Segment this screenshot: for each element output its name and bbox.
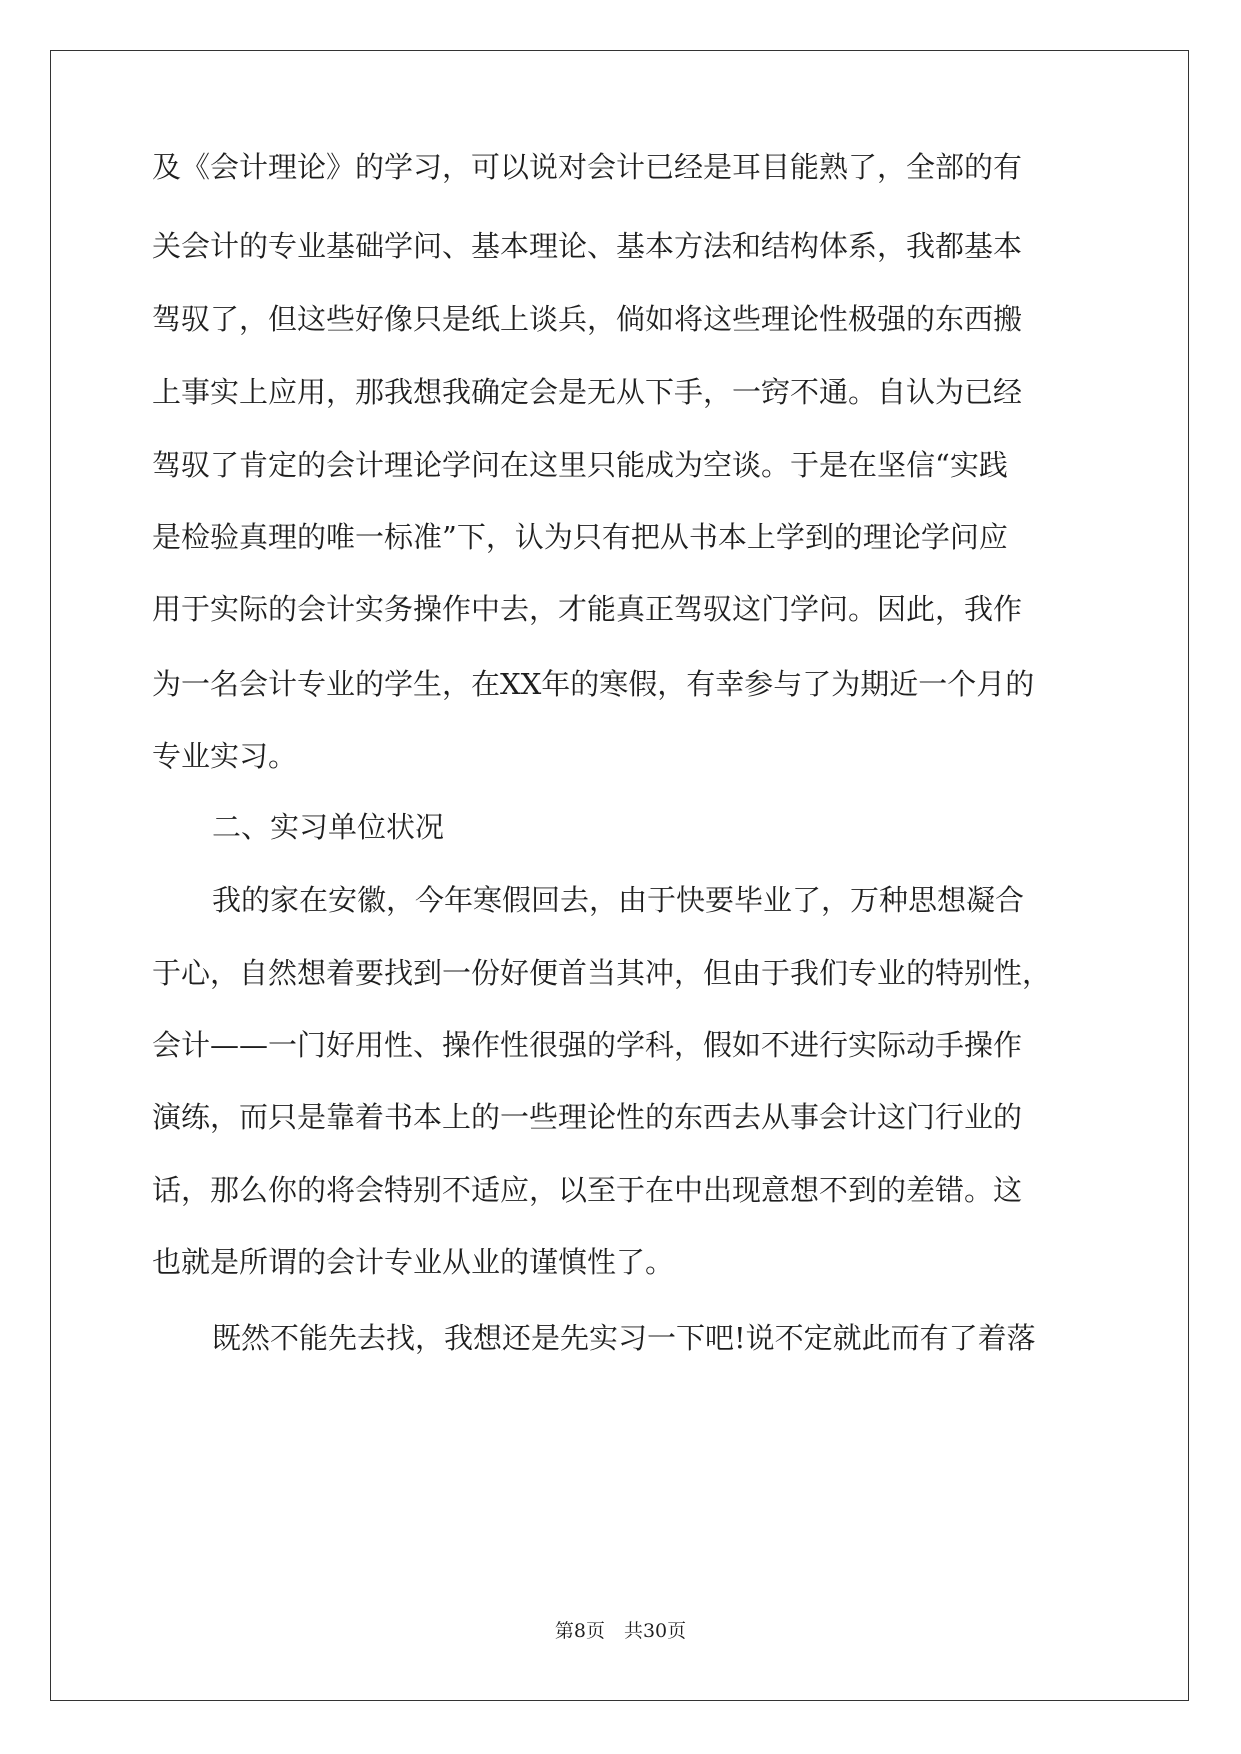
body-text-line: 话，那么你的将会特别不适应，以至于在中出现意想不到的差错。这 [152, 1173, 1023, 1207]
body-text-line: 是检验真理的唯一标准”下，认为只有把从书本上学到的理论学问应 [152, 520, 1008, 554]
body-text-line: 关会计的专业基础学问、基本理论、基本方法和结构体系，我都基本 [152, 229, 1023, 263]
body-text-line: 也就是所谓的会计专业从业的谨慎性了。 [152, 1245, 675, 1279]
paragraph-start: 既然不能先去找，我想还是先实习一下吧!说不定就此而有了着落 [212, 1321, 1036, 1355]
body-text-line: 上事实上应用，那我想我确定会是无从下手，一窍不通。自认为已经 [152, 375, 1023, 409]
section-heading: 二、实习单位状况 [212, 810, 445, 844]
body-text-line: 为一名会计专业的学生，在XX年的寒假，有幸参与了为期近一个月的 [152, 667, 1035, 701]
body-text-line: 演练，而只是靠着书本上的一些理论性的东西去从事会计这门行业的 [152, 1100, 1023, 1134]
paragraph-start: 我的家在安徽，今年寒假回去，由于快要毕业了，万种思想凝合 [212, 883, 1025, 917]
body-text-line: 用于实际的会计实务操作中去，才能真正驾驭这门学问。因此，我作 [152, 592, 1023, 626]
page-frame [50, 50, 1189, 1701]
body-text-line: 于心，自然想着要找到一份好便首当其冲，但由于我们专业的特别性， [152, 956, 1052, 990]
body-text-line: 及《会计理论》的学习，可以说对会计已经是耳目能熟了，全部的有 [152, 150, 1023, 184]
page-number-footer: 第8页 共30页 [554, 1620, 687, 1642]
body-text-line: 驾驭了，但这些好像只是纸上谈兵，倘如将这些理论性极强的东西搬 [152, 302, 1023, 336]
body-text-line: 专业实习。 [152, 739, 298, 773]
body-text-line: 会计——一门好用性、操作性很强的学科，假如不进行实际动手操作 [152, 1028, 1023, 1062]
body-text-line: 驾驭了肯定的会计理论学问在这里只能成为空谈。于是在坚信“实践 [152, 448, 1008, 482]
